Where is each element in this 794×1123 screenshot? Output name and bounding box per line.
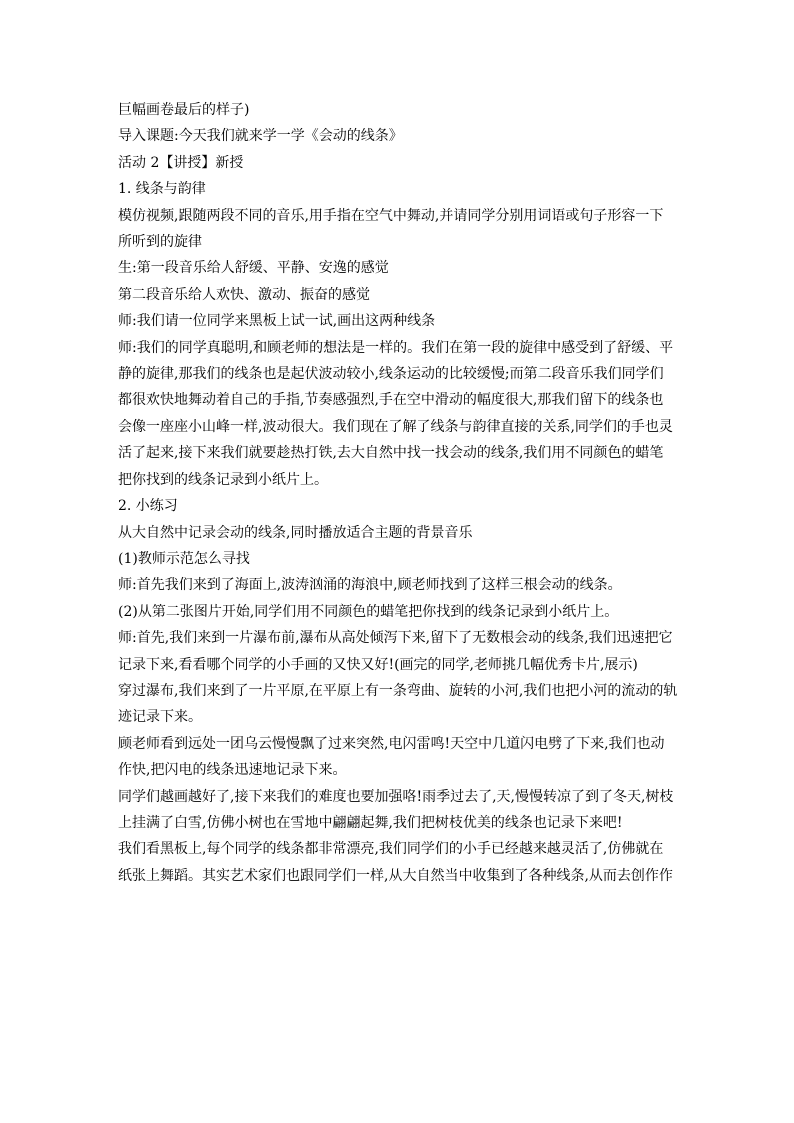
text-line: 师:首先我们来到了海面上,波涛汹涌的海浪中,顾老师找到了这样三根会动的线条。 <box>118 577 622 594</box>
text-line: 上挂满了白雪,仿佛小树也在雪地中翩翩起舞,我们把树枝优美的线条也记录下来吧! <box>118 814 623 831</box>
text-line: 师:首先,我们来到一片瀑布前,瀑布从高处倾泻下来,留下了无数根会动的线条,我们迅速把它 <box>118 630 673 647</box>
text-line: 把你找到的线条记录到小纸片上。 <box>118 471 328 488</box>
document-body <box>118 97 678 889</box>
text-line: 我们看黑板上,每个同学的线条都非常漂亮,我们同学们的小手已经越来越灵活了,仿佛就在 <box>118 841 664 858</box>
text-line: 活动 2【讲授】新授 <box>118 154 244 171</box>
text-line: (2)从第二张图片开始,同学们用不同颜色的蜡笔把你找到的线条记录到小纸片上。 <box>118 603 619 620</box>
text-line: 模仿视频,跟随两段不同的音乐,用手指在空气中舞动,并请同学分别用词语或句子形容一下 <box>118 207 664 224</box>
text-line: (1)教师示范怎么寻找 <box>118 550 250 567</box>
text-line: 迹记录下来。 <box>118 709 202 726</box>
text-line: 师:我们请一位同学来黑板上试一试,画出这两种线条 <box>118 313 436 330</box>
text-line: 巨幅画卷最后的样子) <box>118 102 250 118</box>
text-line: 从大自然中记录会动的线条,同时播放适合主题的背景音乐 <box>118 524 473 541</box>
text-line: 第二段音乐给人欢快、激动、振奋的感觉 <box>118 286 370 303</box>
text-line: 顾老师看到远处一团乌云慢慢飘了过来突然,电闪雷鸣!天空中几道闪电劈了下来,我们也动 <box>118 735 665 752</box>
section-heading: 1. 线条与韵律 <box>118 181 206 198</box>
text-line: 师:我们的同学真聪明,和顾老师的想法是一样的。我们在第一段的旋律中感受到了舒缓、平 <box>118 339 674 356</box>
text-line: 记录下来,看看哪个同学的小手画的又快又好!(画完的同学,老师挑几幅优秀卡片,展示) <box>118 656 638 673</box>
text-line: 同学们越画越好了,接下来我们的难度也要加强咯!雨季过去了,天,慢慢转凉了到了冬天,树枝 <box>118 788 674 805</box>
text-line: 所听到的旋律 <box>118 234 202 251</box>
text-line: 纸张上舞蹈。其实艺术家们也跟同学们一样,从大自然当中收集到了各种线条,从而去创作作 <box>118 867 673 884</box>
text-line: 静的旋律,那我们的线条也是起伏波动较小,线条运动的比较缓慢;而第二段音乐我们同学们 <box>118 366 664 383</box>
text-line: 活了起来,接下来我们就要趁热打铁,去大自然中找一找会动的线条,我们用不同颜色的蜡笔 <box>118 445 664 462</box>
section-heading: 2. 小练习 <box>118 498 178 515</box>
text-line: 作快,把闪电的线条迅速地记录下来。 <box>118 762 347 779</box>
text-line: 穿过瀑布,我们来到了一片平原,在平原上有一条弯曲、旋转的小河,我们也把小河的流动的轨 <box>118 682 678 699</box>
text-line: 会像一座座小山峰一样,波动很大。我们现在了解了线条与韵律直接的关系,同学们的手也灵 <box>118 418 673 435</box>
text-line: 导入课题:今天我们就来学一学《会动的线条》 <box>118 128 403 145</box>
text-line: 都很欢快地舞动着自己的手指,节奏感强烈,手在空中滑动的幅度很大,那我们留下的线条也 <box>118 392 664 409</box>
text-line: 生:第一段音乐给人舒缓、平静、安逸的感觉 <box>118 260 389 277</box>
